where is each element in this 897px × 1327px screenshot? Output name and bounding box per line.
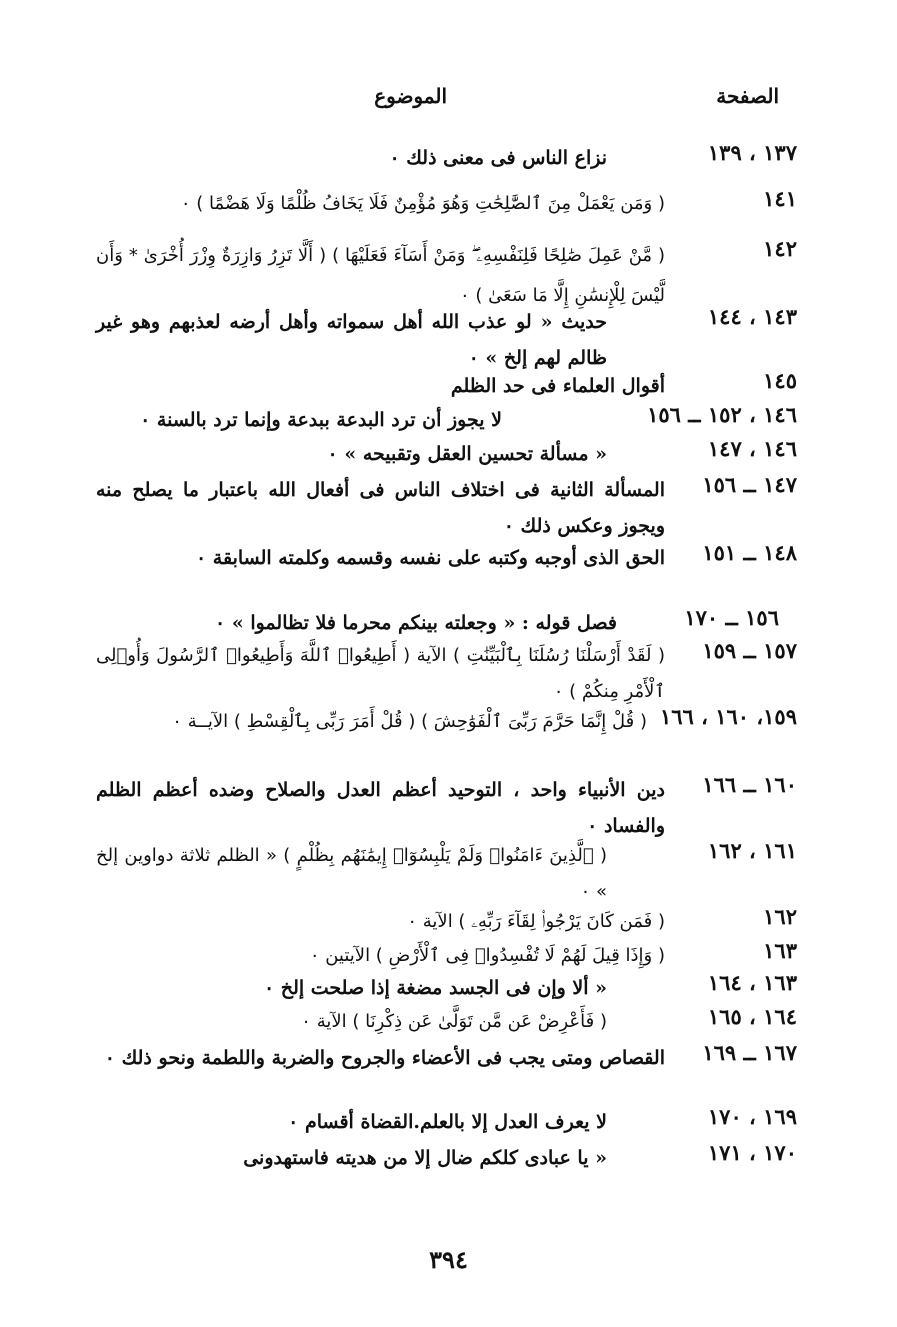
entry-topic: ( وَإِذَا قِيلَ لَهُمْ لَا تُفْسِدُوا۟ فِى ٱلْأَرْضِ ) الآيتين ٠ <box>309 945 665 966</box>
entry-pages: ١٤٦ ، ١٥٢ ــ ١٥٦ <box>647 402 797 427</box>
entry-pages: ١٦٢ <box>763 904 797 929</box>
entry-pages: ١٤٣ ، ١٤٤ <box>707 304 797 329</box>
page-column-heading: الصفحة <box>716 84 779 108</box>
page-number: ٣٩٤ <box>429 1245 468 1274</box>
entry-pages: ١٦٣ <box>763 938 797 963</box>
entry-topic: أقوال العلماء فى حد الظلم <box>450 375 665 397</box>
entry-topic: المسألة الثانية فى اختلاف الناس فى أفعال الله باعتبار ما يصلح منه ويجوز وعكس ذلك ٠ <box>96 479 665 537</box>
entry-pages: ١٦٠ ــ ١٦٦ <box>702 772 797 797</box>
entry-topic: دين الأنبياء واحد ، التوحيد أعظم العدل والصلاح وضده أعظم الظلم والفساد ٠ <box>96 779 665 837</box>
entry-topic: « يا عبادى كلكم ضال إلا من هديته فاستهدونى <box>243 1147 607 1169</box>
entry-topic: ( مَّنْ عَمِلَ صَٰلِحًا فَلِنَفْسِهِۦ ۖ وَمَنْ أَسَآءَ فَعَلَيْهَا ) ( أَلَّا تَزِرُ وَازِرَةٌ وِزْرَ أُخْرَىٰ * وَأَن لَّيْسَ لِلْإِنسَٰنِ إِلَّا مَا سَعَىٰ ) ٠ <box>96 245 665 306</box>
entry-pages: ١٦٧ ــ ١٦٩ <box>702 1040 797 1065</box>
entry-topic: ( وَمَن يَعْمَلْ مِنَ ٱلصَّٰلِحَٰتِ وَهُوَ مُؤْمِنٌ فَلَا يَخَافُ ظُلْمًا وَلَا هَضْمًا ) ٠ <box>180 193 665 214</box>
entry-topic: ( ٱلَّذِينَ ءَامَنُوا۟ وَلَمْ يَلْبِسُوٓا۟ إِيمَٰنَهُم بِظُلْمٍ ) « الظلم ثلاثة دواوين إلخ » ٠ <box>96 845 607 902</box>
entry-pages: ١٦٩ ، ١٧٠ <box>707 1104 797 1129</box>
entry-pages: ١٤٥ <box>763 368 797 393</box>
entry-topic: حديث « لو عذب الله أهل سمواته وأهل أرضه لعذبهم وهو غير ظالم لهم إلخ » ٠ <box>96 311 607 369</box>
entry-pages: ١٤٢ <box>763 236 797 261</box>
entry-topic: ( قُلْ إِنَّمَا حَرَّمَ رَبِّىَ ٱلْفَوَٰحِشَ ) ( قُلْ أَمَرَ رَبِّى بِٱلْقِسْطِ ) الآيــة ٠ <box>172 711 647 732</box>
entry-topic: « مسألة تحسين العقل وتقبيحه » ٠ <box>327 443 607 465</box>
entry-pages: ١٦٤ ، ١٦٥ <box>707 1004 797 1029</box>
entry-pages: ١٣٧ ، ١٣٩ <box>707 140 797 165</box>
entry-pages: ١٤٨ ــ ١٥١ <box>702 540 797 565</box>
entry-pages: ١٦١ ، ١٦٢ <box>707 838 797 863</box>
entry-pages: ١٥٦ ــ ١٧٠ <box>684 605 779 630</box>
column-header <box>0 84 897 114</box>
entry-pages: ١٧٠ ، ١٧١ <box>707 1140 797 1165</box>
entry-topic: ( لَقَدْ أَرْسَلْنَا رُسُلَنَا بِٱلْبَيِّنَٰتِ ) الآية ( أَطِيعُوا۟ ٱللَّهَ وَأَطِيعُوا۟ ٱلرَّسُولَ وَأُو۟لِى ٱلْأَمْرِ مِنكُمْ ) ٠ <box>96 645 665 702</box>
entry-pages: ١٤١ <box>763 186 797 211</box>
entry-topic: لا يعرف العدل إلا بالعلم.القضاة أقسام ٠ <box>288 1111 607 1133</box>
entry-topic: نزاع الناس فى معنى ذلك ٠ <box>389 147 607 169</box>
entry-topic: القصاص ومتى يجب فى الأعضاء والجروح والضربة واللطمة ونحو ذلك ٠ <box>104 1047 665 1069</box>
entry-pages: ١٦٣ ، ١٦٤ <box>707 970 797 995</box>
entry-topic: « ألا وإن فى الجسد مضغة إذا صلحت إلخ ٠ <box>263 977 607 999</box>
topic-column-heading: الموضوع <box>374 84 447 108</box>
entry-pages: ١٥٧ ــ ١٥٩ <box>702 638 797 663</box>
entry-pages: ١٤٧ ــ ١٥٦ <box>702 472 797 497</box>
entry-topic: فصل قوله : « وجعلته بينكم محرما فلا تظالموا » ٠ <box>215 612 617 634</box>
entry-pages: ١٤٦ ، ١٤٧ <box>707 436 797 461</box>
entry-topic: ( فَأَعْرِضْ عَن مَّن تَوَلَّىٰ عَن ذِكْرِنَا ) الآية ٠ <box>301 1011 607 1032</box>
entry-pages: ١٥٩، ١٦٠ ، ١٦٦ <box>659 704 797 729</box>
entry-topic: ( فَمَن كَانَ يَرْجُوا۟ لِقَآءَ رَبِّهِۦ ) الآية ٠ <box>407 911 665 932</box>
entry-topic: الحق الذى أوجبه وكتبه على نفسه وقسمه وكلمته السابقة ٠ <box>195 547 665 569</box>
entry-topic: لا يجوز أن ترد البدعة ببدعة وإنما ترد بالسنة ٠ <box>140 409 502 431</box>
